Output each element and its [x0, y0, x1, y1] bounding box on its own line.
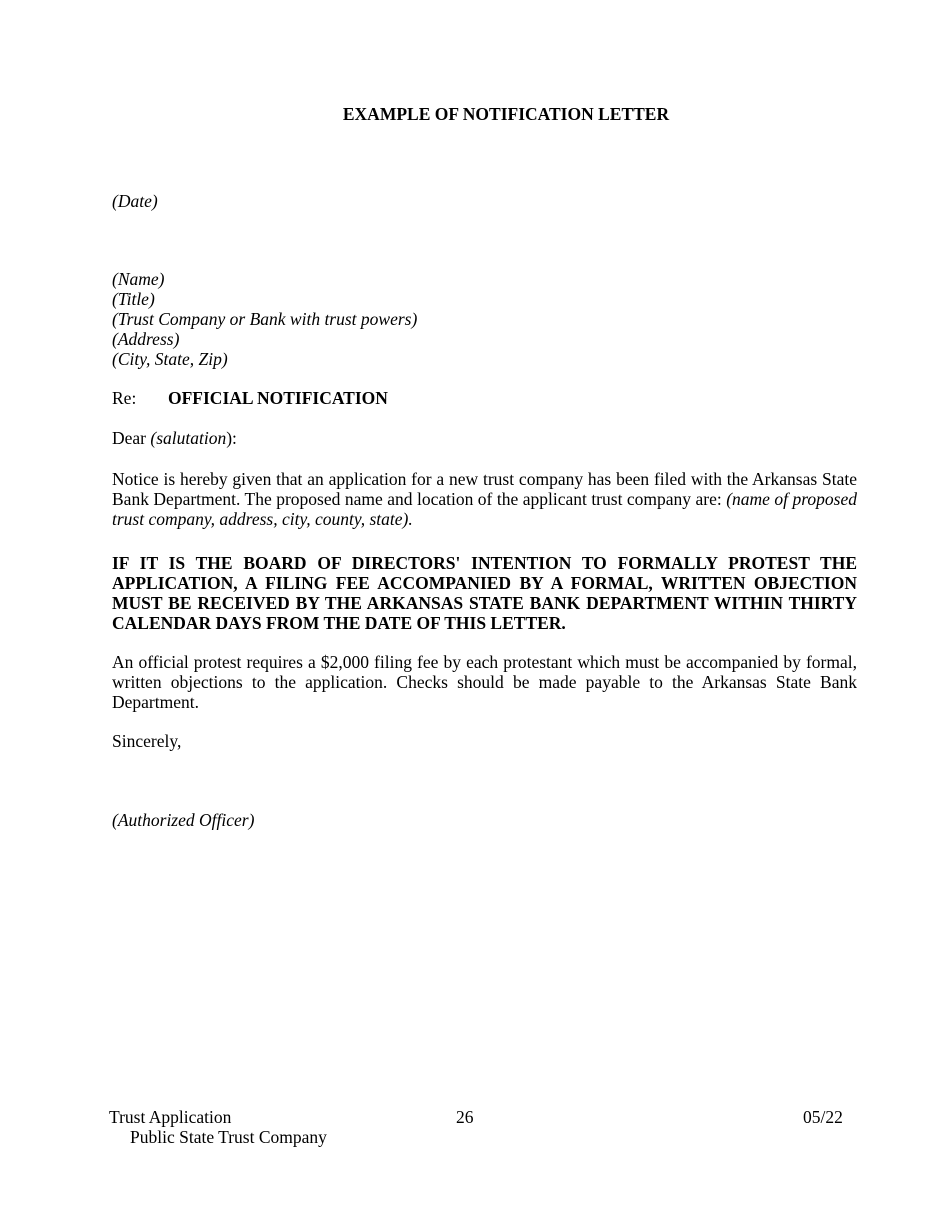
recipient-name: (Name)	[112, 269, 165, 289]
re-label: Re:	[112, 388, 137, 408]
signature-placeholder: (Authorized Officer)	[112, 810, 255, 830]
salutation-suffix: ):	[226, 428, 237, 448]
notice-paragraph-text: Notice is hereby given that an application for a new trust company has been filed with the Arkansas State Bank Department. The proposed name and location of the applicant trust company are:	[112, 469, 857, 509]
recipient-city-state-zip: (City, State, Zip)	[112, 349, 228, 369]
recipient-address-block	[112, 269, 857, 369]
footer-date-code: 05/22	[803, 1107, 843, 1127]
closing: Sincerely,	[112, 731, 182, 751]
document-title: EXAMPLE OF NOTIFICATION LETTER	[342, 104, 670, 124]
salutation-prefix: Dear	[112, 428, 151, 448]
recipient-company: (Trust Company or Bank with trust powers)	[112, 309, 418, 329]
notice-paragraph	[112, 469, 857, 529]
salutation	[112, 428, 857, 448]
footer-page-number: 26	[456, 1107, 474, 1127]
re-subject: OFFICIAL NOTIFICATION	[168, 388, 388, 408]
notice-paragraph-placeholder: (name of proposed trust company, address, city, county, state).	[112, 489, 857, 529]
recipient-title: (Title)	[112, 289, 155, 309]
filing-fee-paragraph: An official protest requires a $2,000 filing fee by each protestant which must be accompanied by formal, written objections to the application. Checks should be made payable to the Arkansas State Bank Department.	[112, 652, 857, 712]
footer-company-name: Public State Trust Company	[130, 1127, 327, 1147]
salutation-placeholder: (salutation	[150, 428, 227, 448]
date-placeholder: (Date)	[112, 191, 158, 211]
recipient-address: (Address)	[112, 329, 180, 349]
footer-document-name: Trust Application	[109, 1107, 232, 1127]
protest-warning-paragraph: IF IT IS THE BOARD OF DIRECTORS' INTENTION TO FORMALLY PROTEST THE APPLICATION, A FILING FEE ACCOMPANIED BY A FORMAL, WRITTEN OBJECTION MUST BE RECEIVED BY THE ARKANSAS STATE BANK DEPARTMENT WITHIN THIRTY CALENDAR DAYS FROM THE DATE OF THIS LETTER.	[112, 553, 857, 633]
